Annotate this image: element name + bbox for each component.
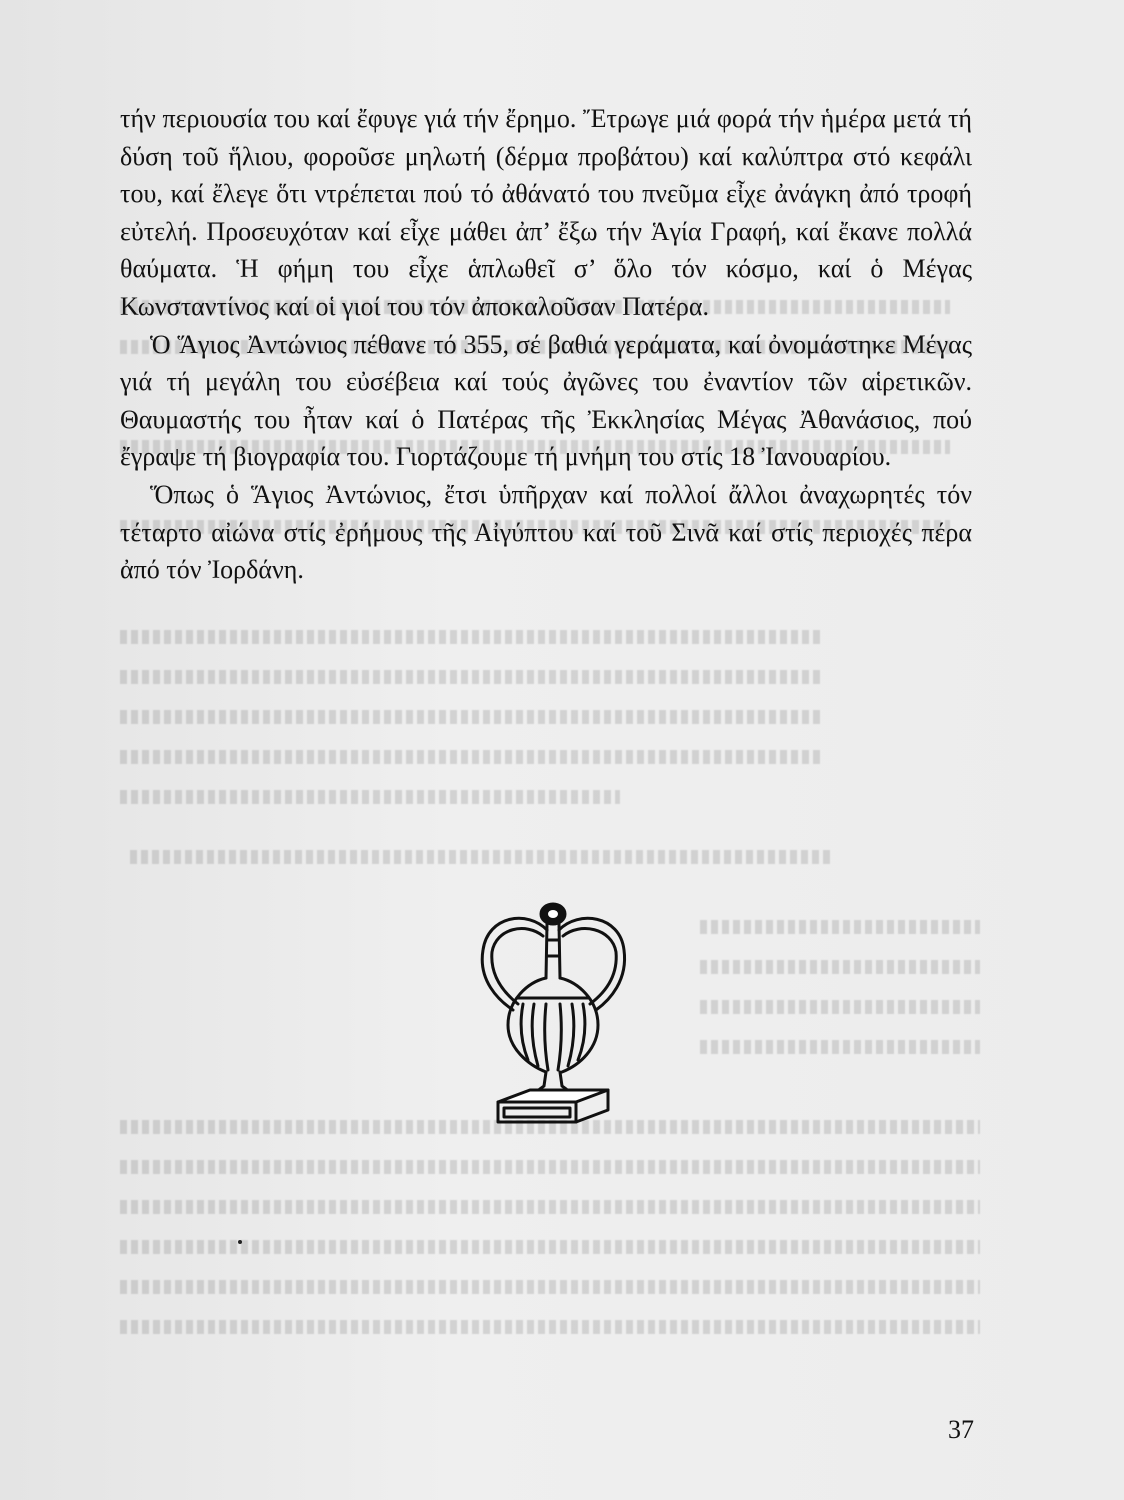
stray-dot [238,1240,242,1244]
paragraph-3: Ὅπως ὁ Ἅγιος Ἀντώνιος, ἔτσι ὑπῆρχαν καί πολλοί ἄλλοι ἀναχωρητές τόν τέταρτο αἰώνα στίς ἐρήμους τῆς Αἰγύπτου καί τοῦ Σινᾶ καί στίς περιοχές πέρα ἀπό τόν Ἰορδάνη. [120,479,972,585]
page-number: 37 [948,1415,974,1444]
main-text [120,100,972,589]
amphora-illustration [468,900,648,1140]
paragraph-2: Ὁ Ἅγιος Ἀντώνιος πέθανε τό 355, σέ βαθιά γεράματα, καί ὀνομάστηκε Μέγας γιά τή μεγάλη του εὐσέβεια καί τούς ἀγῶνες του ἐναντίον τῶν αἱρετικῶν. Θαυμαστής του ἦταν καί ὁ Πατέρας τῆς Ἐκκλησίας Μέγας Ἀθανάσιος, πού ἔγραψε τή βιογραφία του. Γιορτάζουμε τή μνήμη του στίς 18 Ἰανουαρίου. [120,329,972,472]
paragraph-1: τήν περιουσία του καί ἔφυγε γιά τήν ἔρημο. Ἔτρωγε μιά φορά τήν ἡμέρα μετά τή δύση τοῦ ἥλιου, φοροῦσε μηλωτή (δέρμα προβάτου) καί καλύπτρα στό κεφάλι του, καί ἔλεγε ὅτι ντρέπεται πού τό ἀθάνατό του πνεῦμα εἶχε ἀνάγκη ἀπό τροφή εὐτελή. Προσευχόταν καί εἶχε μάθει ἀπ’ ἔξω τήν Ἁγία Γραφή, καί ἔκανε πολλά θαύματα. Ἡ φήμη του εἶχε ἁπλωθεῖ σ’ ὅλο τόν κόσμο, καί ὁ Μέγας Κωνσταντίνος καί οἱ γιοί του τόν ἀποκαλοῦσαν Πατέρα. [120,104,972,321]
